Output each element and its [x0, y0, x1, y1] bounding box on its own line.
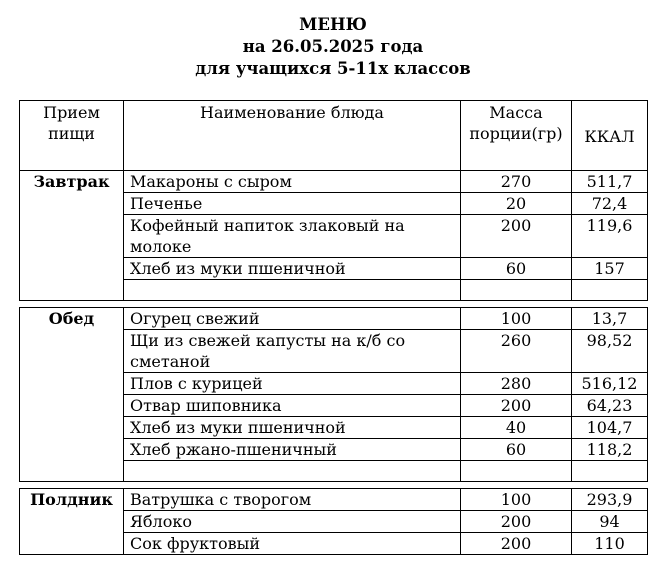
meal-snack-label: Полдник [20, 489, 124, 555]
dish-mass: 280 [461, 373, 572, 395]
dish-name: Хлеб из муки пшеничной [124, 417, 461, 439]
group-spacer [20, 301, 648, 308]
dish-kcal: 118,2 [572, 439, 648, 461]
menu-row [20, 171, 648, 193]
dish-kcal: 157 [572, 258, 648, 280]
dish-mass: 200 [461, 511, 572, 533]
dish-mass: 40 [461, 417, 572, 439]
column-header-meal: Прием пищи [20, 101, 124, 171]
dish-kcal: 110 [572, 533, 648, 555]
dish-mass: 270 [461, 171, 572, 193]
dish-mass: 100 [461, 308, 572, 330]
dish-mass: 60 [461, 439, 572, 461]
dish-name: Ватрушка с творогом [124, 489, 461, 511]
dish-mass: 260 [461, 330, 572, 373]
column-header-mass: Масса порции(гр) [461, 101, 572, 171]
empty-cell [572, 461, 648, 482]
dish-kcal: 13,7 [572, 308, 648, 330]
dish-name: Щи из свежей капусты на к/б со сметаной [124, 330, 461, 373]
dish-name: Плов с курицей [124, 373, 461, 395]
dish-mass: 200 [461, 215, 572, 258]
menu-row [20, 308, 648, 330]
menu-row [20, 489, 648, 511]
dish-kcal: 119,6 [572, 215, 648, 258]
meal-breakfast-label: Завтрак [20, 171, 124, 301]
dish-mass: 20 [461, 193, 572, 215]
dish-kcal: 516,12 [572, 373, 648, 395]
empty-cell [124, 461, 461, 482]
empty-cell [461, 280, 572, 301]
dish-name: Огурец свежий [124, 308, 461, 330]
column-header-dish: Наименование блюда [124, 101, 461, 171]
empty-cell [124, 280, 461, 301]
empty-cell [461, 461, 572, 482]
dish-name: Макароны с сыром [124, 171, 461, 193]
dish-name: Яблоко [124, 511, 461, 533]
dish-name: Хлеб из муки пшеничной [124, 258, 461, 280]
dish-kcal: 511,7 [572, 171, 648, 193]
dish-mass: 200 [461, 395, 572, 417]
dish-name: Сок фруктовый [124, 533, 461, 555]
meal-lunch-label: Обед [20, 308, 124, 482]
dish-mass: 200 [461, 533, 572, 555]
group-spacer [20, 482, 648, 489]
menu-audience: для учащихся 5-11х классов [195, 59, 471, 78]
group-spacer-cell [20, 482, 648, 489]
dish-mass: 60 [461, 258, 572, 280]
dish-kcal: 293,9 [572, 489, 648, 511]
dish-kcal: 64,23 [572, 395, 648, 417]
menu-header [0, 14, 666, 80]
group-spacer-cell [20, 301, 648, 308]
dish-mass: 100 [461, 489, 572, 511]
dish-kcal: 98,52 [572, 330, 648, 373]
dish-name: Хлеб ржано-пшеничный [124, 439, 461, 461]
menu-table [19, 100, 648, 555]
dish-name: Кофейный напиток злаковый на молоке [124, 215, 461, 258]
dish-name: Печенье [124, 193, 461, 215]
menu-body [20, 171, 648, 555]
menu-title: МЕНЮ [299, 15, 367, 34]
dish-kcal: 104,7 [572, 417, 648, 439]
menu-date: на 26.05.2025 года [242, 37, 424, 56]
dish-name: Отвар шиповника [124, 395, 461, 417]
dish-kcal: 72,4 [572, 193, 648, 215]
dish-kcal: 94 [572, 511, 648, 533]
empty-cell [572, 280, 648, 301]
column-header-kcal: ККАЛ [572, 101, 648, 171]
table-header-row [20, 101, 648, 171]
